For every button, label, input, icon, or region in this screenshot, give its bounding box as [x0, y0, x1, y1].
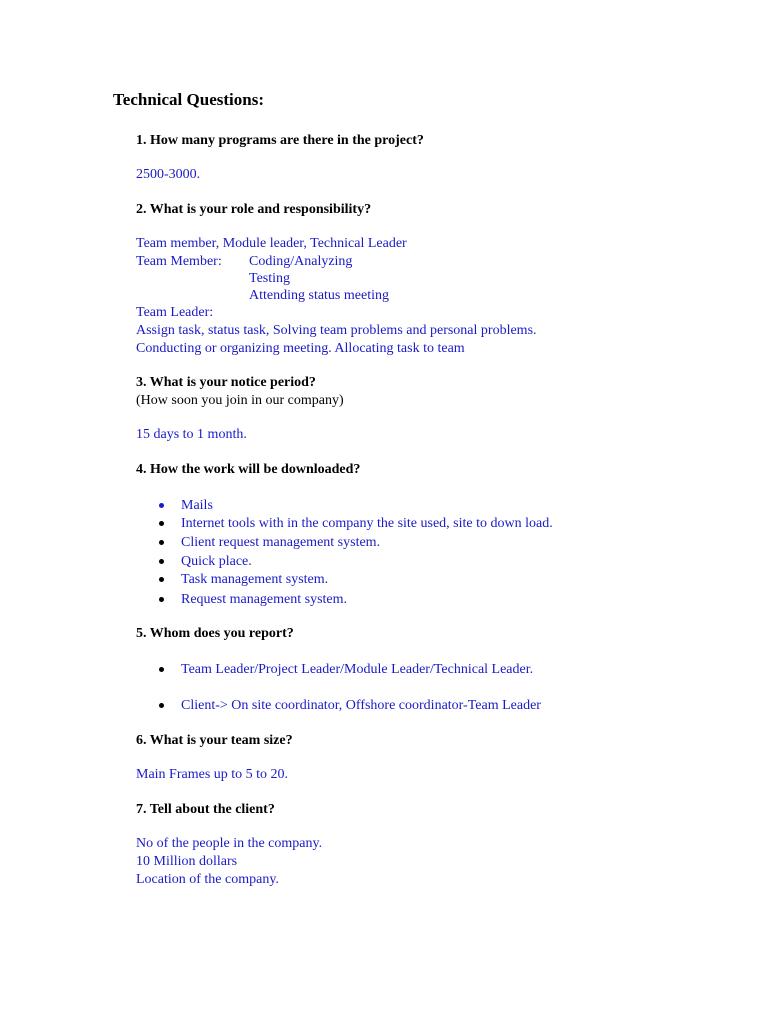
question-6: 6. What is your team size?: [136, 733, 293, 748]
bullet-icon: [159, 597, 164, 602]
question-3: 3. What is your notice period?: [136, 375, 316, 390]
bullet-icon: [159, 540, 164, 545]
answer-7: 10 Million dollars: [136, 854, 238, 869]
list-item: Request management system.: [181, 592, 348, 607]
answer-7: Location of the company.: [136, 872, 279, 887]
list-item: Team Leader/Project Leader/Module Leader/Technical Leader.: [181, 662, 534, 677]
bullet-icon: [159, 521, 164, 526]
answer-6: Main Frames up to 5 to 20.: [136, 767, 289, 782]
team-leader-duty: Assign task, status task, Solving team problems and personal problems.: [136, 323, 537, 338]
list-item: Internet tools with in the company the site used, site to down load.: [181, 516, 553, 531]
question-5: 5. Whom does you report?: [136, 626, 294, 641]
list-item: Mails: [181, 498, 213, 513]
list-item: Task management system.: [181, 572, 329, 587]
question-1: 1. How many programs are there in the project?: [136, 133, 424, 148]
answer-2-roles: Team member, Module leader, Technical Leader: [136, 236, 407, 251]
team-leader-duty: Conducting or organizing meeting. Allocating task to team: [136, 341, 465, 356]
bullet-icon: [159, 577, 164, 582]
team-member-duty: Attending status meeting: [249, 288, 389, 303]
question-2: 2. What is your role and responsibility?: [136, 202, 372, 217]
bullet-icon: [159, 667, 164, 672]
question-7: 7. Tell about the client?: [136, 802, 275, 817]
team-leader-label: Team Leader:: [136, 305, 214, 320]
team-member-duty: Coding/Analyzing: [249, 254, 353, 269]
answer-3: 15 days to 1 month.: [136, 427, 247, 442]
list-item: Client request management system.: [181, 535, 381, 550]
list-item: Client-> On site coordinator, Offshore coordinator-Team Leader: [181, 698, 541, 713]
bullet-icon: [159, 503, 164, 508]
team-member-label: Team Member:: [136, 254, 222, 269]
team-member-duty: Testing: [249, 271, 291, 286]
answer-7: No of the people in the company.: [136, 836, 323, 851]
answer-1: 2500-3000.: [136, 167, 201, 182]
bullet-icon: [159, 559, 164, 564]
question-4: 4. How the work will be downloaded?: [136, 462, 361, 477]
document-heading: Technical Questions:: [113, 90, 264, 109]
bullet-icon: [159, 703, 164, 708]
list-item: Quick place.: [181, 554, 252, 569]
question-3-clarification: (How soon you join in our company): [136, 393, 344, 408]
